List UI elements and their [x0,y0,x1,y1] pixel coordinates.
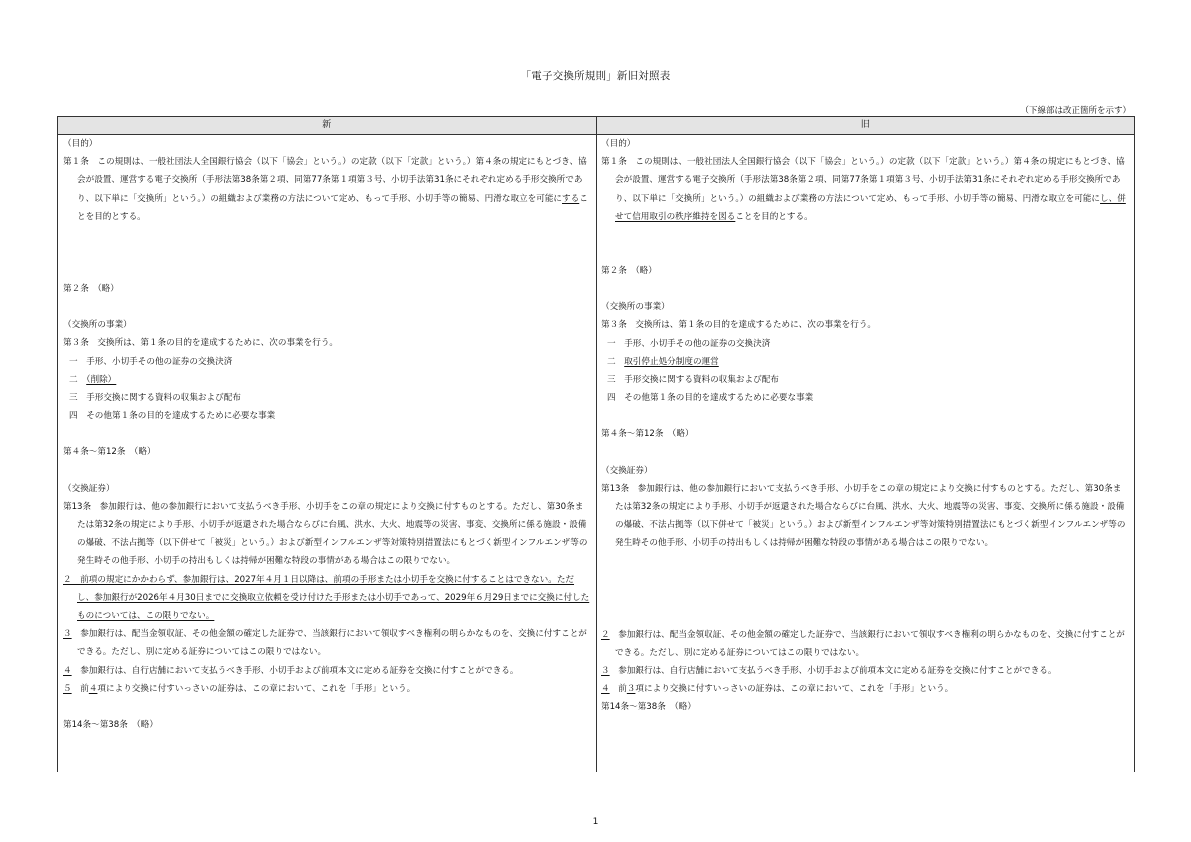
article-3: 第３条 交換所は、第１条の目的を達成するために、次の事業を行う。 [601,320,877,331]
list-item: 四 その他第１条の目的を達成するために必要な事業 [607,393,814,404]
article-2: 第２条 （略） [63,284,119,295]
paragraph-4 [63,662,591,680]
article-13: 第13条 参加銀行は、他の参加銀行において支払うべき手形、小切手をこの章の規定により交換に付すものとする。ただし、第30条または第32条の規定により手形、小切手が返還された場合ならびに台風、洪水、大火、地震等の災害、事変、交換所に係る施設・設備の爆破、不法占拠等（以下併せて「被災」という。）および新型インフルエンザ等対策特別措置法にもとづく新型インフルエンザ等の発生時その他手形、小切手の持出もしくは持帰が困難な特段の事情がある場合はこの限りでない。 [63,501,588,567]
paragraph-text: 参加銀行は、配当金領収証、その他金額の確定した証券で、当該銀行において領収すべき権利の明らかなものを、交換に付すことができる。ただし、別に定める証券についてはこの限りではない。 [609,629,1125,658]
list-item: 三 手形交換に関する資料の収集および配布 [607,375,779,386]
heading-business: （交換所の事業） [63,320,132,331]
amended-text: 取引停止処分制度の運営 [624,356,719,367]
column-divider [596,116,597,772]
paragraph-text: 前 [609,684,627,695]
article-4-12: 第４条～第12条 （略） [63,447,156,458]
article-13: 第13条 参加銀行は、他の参加銀行において支払うべき手形、小切手をこの章の規定により交換に付すものとする。ただし、第30条または第32条の規定により手形、小切手が返還された場合ならびに台風、洪水、大火、地震等の災害、事変、交換所に係る施設・設備の爆破、不法占拠等（以下併せて「被災」という。）および新型インフルエンザ等対策特別措置法にもとづく新型インフルエンザ等の発生時その他手形、小切手の持出もしくは持帰が困難な特段の事情がある場合はこの限りでない。 [601,483,1126,549]
amended-paragraph-2: ２ 前項の規定にかかわらず、参加銀行は、2027年４月１日以降は、前項の手形または小切手を交換に付することはできない。ただし、参加銀行が2026年４月30日までに交換取立依頼を受け付けた手形または小切手であって、2029年６月29日までに交換に付したものについては、この限りでない。 [63,574,590,622]
comparison-table [57,116,1135,772]
article-1 [63,153,591,226]
heading-exchange-securities: （交換証券） [63,483,115,494]
amended-text: （削除） [86,374,117,385]
list-item: 一 手形、小切手その他の証券の交換決済 [69,356,233,367]
paragraph-3 [63,625,591,661]
list-item-num: 二 [607,356,625,367]
list-item-num: 二 [69,374,87,385]
list-item: 一 手形、小切手その他の証券の交換決済 [607,338,771,349]
list-item [63,371,591,389]
new-column [63,135,591,734]
article-14-38: 第14条～第38条 （略） [601,702,696,713]
paragraph-5 [63,680,591,698]
amended-text: ４ [601,684,610,695]
paragraph-2 [601,626,1129,662]
article-3: 第３条 交換所は、第１条の目的を達成するために、次の事業を行う。 [63,338,339,349]
amended-text: し、併せて信用取引の秩序維持を図る [615,193,1126,222]
paragraph-text: 項により交換に付すいっさいの証券は、この章において、これを「手形」という。 [635,684,954,695]
article-1 [601,153,1129,226]
header-old: 旧 [596,117,1135,134]
article-1-end: ことを目的とする。 [735,211,813,222]
paragraph-3 [601,662,1129,680]
amended-text: ５ [63,683,72,694]
paragraph-text: 参加銀行は、自行店舗において支払うべき手形、小切手および前項本文に定める証券を交換に付すことができる。 [609,666,1057,677]
heading-exchange-securities: （交換証券） [601,465,653,476]
paragraph-4 [601,680,1129,698]
header-new: 新 [322,120,332,130]
paragraph-text: 参加銀行は、自行店舗において支払うべき手形、小切手および前項本文に定める証券を交換に付すことができる。 [71,665,519,676]
paragraph-text: 参加銀行は、配当金領収証、その他金額の確定した証券で、当該銀行において領収すべき権利の明らかなものを、交換に付すことができる。ただし、別に定める証券についてはこの限りではない。 [71,629,587,658]
list-item [601,353,1129,371]
amended-text: ４ [63,665,72,676]
old-column [601,135,1129,717]
article-1-text: 第１条 この規則は、一般社団法人全国銀行協会（以下「協会」という。）の定款（以下「定款」という。）第４条の規定にもとづき、協会が設置、運営する電子交換所（手形法第38条第２項、同第77条第１項第３号、小切手法第31条にそれぞれ定める手形交換所であり、以下単に「交換所」という。）の組織および業務の方法について定め、もって手形、小切手等の簡易、円滑な取立を可能に [63,157,587,204]
amended-text: ３ [626,684,636,695]
amended-text: ３ [601,666,610,677]
list-item: 三 手形交換に関する資料の収集および配布 [69,393,241,404]
paragraph-text: 前 [71,683,89,694]
heading-purpose: （目的） [63,139,98,149]
heading-purpose: （目的） [601,139,636,149]
list-item: 四 その他第１条の目的を達成するために必要な事業 [69,411,276,422]
heading-business: （交換所の事業） [601,302,670,313]
paragraph-text: 項により交換に付すいっさいの証券は、この章において、これを「手形」という。 [97,683,416,694]
amended-text: ３ [63,629,72,640]
article-1-text: 第１条 この規則は、一般社団法人全国銀行協会（以下「協会」という。）の定款（以下「定款」という。）第４条の規定にもとづき、協会が設置、運営する電子交換所（手形法第38条第２項、同第77条第１項第３号、小切手法第31条にそれぞれ定める手形交換所であり、以下単に「交換所」という。）の組織および業務の方法について定め、もって手形、小切手等の簡易、円滑な取立を可能に [601,157,1125,204]
amendment-note: （下線部は改正箇所を示す） [1020,106,1131,116]
amended-text: ４ [88,683,98,694]
amended-text: ２ [601,629,610,640]
article-1-end: ことを目的とする。 [77,193,588,222]
article-4-12: 第４条～第12条 （略） [601,429,694,440]
article-2: 第２条 （略） [601,266,657,277]
page-number: 1 [592,817,599,827]
article-14-38: 第14条～第38条 （略） [63,720,158,731]
document-title: 「電子交換所規則」新旧対照表 [520,70,671,82]
amended-text: する [562,193,580,204]
